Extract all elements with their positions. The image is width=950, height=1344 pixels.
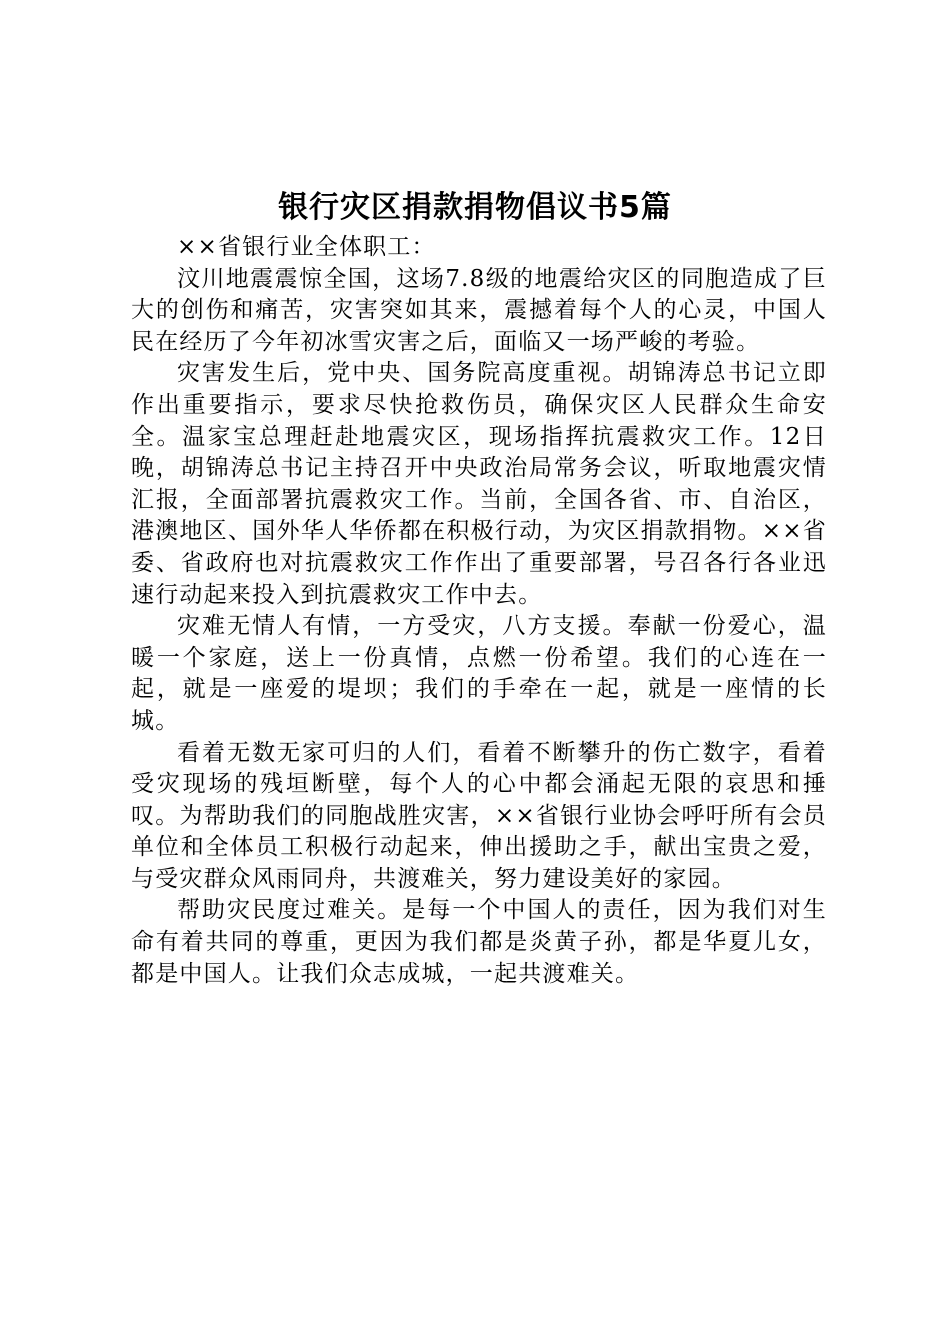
paragraph: 帮助灾民度过难关。是每一个中国人的责任，因为我们对生命有着共同的尊重，更因为我们都是炎黄子孙，都是华夏儿女，都是中国人。让我们众志成城，一起共渡难关。 [131,897,827,987]
paragraph: 灾难无情人有情，一方受灾，八方支援。奉献一份爱心，温暖一个家庭，送上一份真情，点燃一份希望。我们的心连在一起，就是一座爱的堤坝；我们的手牵在一起，就是一座情的长城。 [131,613,827,734]
document-body [131,232,827,990]
paragraph: 看着无数无家可归的人们，看着不断攀升的伤亡数字，看着受灾现场的残垣断壁，每个人的心中都会涌起无限的哀思和捶叹。为帮助我们的同胞战胜灾害，××省银行业协会呼吁所有会员单位和全体员工积极行动起来，伸出援助之手，献出宝贵之爱，与受灾群众风雨同舟，共渡难关，努力建设美好的家园。 [131,739,827,892]
document-title: 银行灾区捐款捐物倡议书5篇 [278,190,672,225]
salutation: ××省银行业全体职工： [177,234,436,260]
paragraph: 灾害发生后，党中央、国务院高度重视。胡锦涛总书记立即作出重要指示，要求尽快抢救伤员，确保灾区人民群众生命安全。温家宝总理赶赴地震灾区，现场指挥抗震救灾工作。12日晚，胡锦涛总书记主持召开中央政治局常务会议，听取地震灾情汇报，全面部署抗震救灾工作。当前，全国各省、市、自治区，港澳地区、国外华人华侨都在积极行动，为灾区捐款捐物。××省委、省政府也对抗震救灾工作作出了重要部署，号召各行各业迅速行动起来投入到抗震救灾工作中去。 [131,360,827,608]
paragraph: 汶川地震震惊全国，这场7.8级的地震给灾区的同胞造成了巨大的创伤和痛苦，灾害突如其来，震撼着每个人的心灵，中国人民在经历了今年初冰雪灾害之后，面临又一场严峻的考验。 [131,265,827,355]
